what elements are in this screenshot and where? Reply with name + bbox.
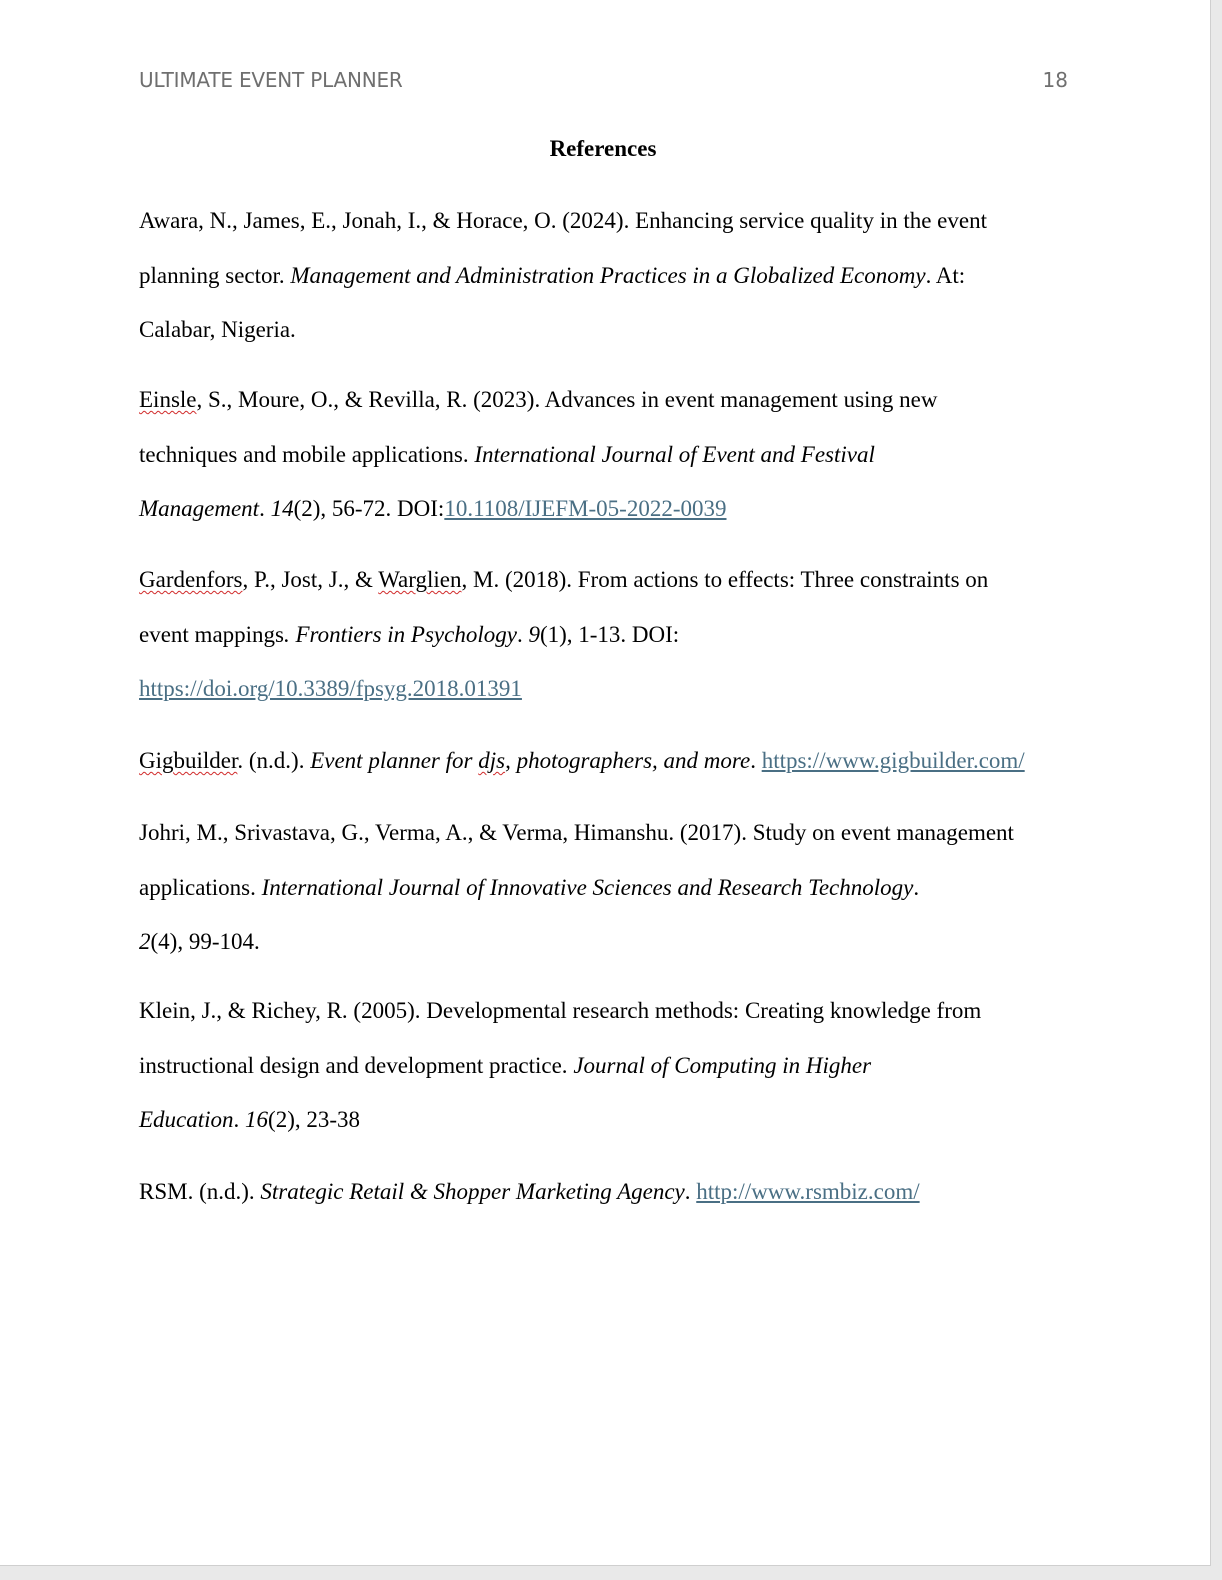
ref-line: techniques and mobile applications. International Journal of Event and Festival [139,441,875,467]
ref-line: event mappings. Frontiers in Psychology. 9(1), 1-13. DOI: [139,621,680,647]
ref-line: RSM. (n.d.). Strategic Retail & Shopper Marketing Agency. http://www.rsmbiz.com/ [139,1179,920,1204]
spellcheck-flag[interactable]: Einsle [139,387,197,412]
ref-line: Calabar, Nigeria. [139,317,296,342]
reference-entry-gardenfors [139,553,1140,717]
journal-title: Journal of Computing in Higher [573,1052,872,1078]
journal-title: Management and Administration Practices in a Globalized Economy [290,262,926,288]
reference-entry-johri [139,806,1140,970]
reference-entry-rsm [139,1165,1140,1220]
reference-entry-einsle [139,373,1140,537]
spellcheck-flag[interactable]: Gardenfors [139,567,243,592]
journal-title: Frontiers in Psychology [295,621,517,647]
ref-line [139,662,1140,717]
ref-line: Klein, J., & Richey, R. (2005). Developmental research methods: Creating knowledge from [139,998,982,1023]
reference-entry-klein [139,984,1140,1148]
ref-line: applications. International Journal of Innovative Sciences and Research Technology. [139,874,920,900]
spellcheck-flag[interactable]: djs [478,748,506,773]
website-link[interactable]: https://www.gigbuilder.com/ [761,748,1025,773]
ref-line: Einsle, S., Moure, O., & Revilla, R. (2023). Advances in event management using new [139,387,938,412]
page-number: 18 [1042,68,1068,92]
ref-line: planning sector. Management and Administration Practices in a Globalized Economy. At: [139,262,966,288]
spellcheck-flag[interactable]: Gigbuilder [139,748,238,773]
ref-line: Gigbuilder. (n.d.). Event planner for djs, photographers, and more. https://www.gigbuilder.com/ [139,748,1025,773]
journal-title: International Journal of Event and Festival [474,441,875,467]
running-head: ULTIMATE EVENT PLANNER [139,68,403,92]
doi-link[interactable]: 10.1108/IJEFM-05-2022-0039 [444,496,727,521]
ref-line: Gardenfors, P., Jost, J., & Warglien, M. (2018). From actions to effects: Three constraints on [139,567,989,592]
ref-line: instructional design and development practice. Journal of Computing in Higher [139,1052,872,1078]
reference-entry-awara [139,194,1140,358]
ref-line: Management. 14(2), 56-72. DOI:10.1108/IJEFM-05-2022-0039 [139,496,727,521]
spellcheck-flag[interactable]: Warglien [378,567,462,592]
ref-line: Johri, M., Srivastava, G., Verma, A., & Verma, Himanshu. (2017). Study on event management [139,820,1014,845]
journal-title: International Journal of Innovative Sciences and Research Technology [261,874,914,900]
page-title: References [549,136,657,161]
ref-line: 2(4), 99-104. [139,929,260,954]
doi-link[interactable]: https://doi.org/10.3389/fpsyg.2018.01391 [139,676,522,701]
reference-entry-gigbuilder [139,734,1140,789]
ref-line: Awara, N., James, E., Jonah, I., & Horace, O. (2024). Enhancing service quality in the event [139,208,987,233]
website-link[interactable]: http://www.rsmbiz.com/ [696,1179,920,1204]
ref-line: Education. 16(2), 23-38 [139,1107,361,1132]
